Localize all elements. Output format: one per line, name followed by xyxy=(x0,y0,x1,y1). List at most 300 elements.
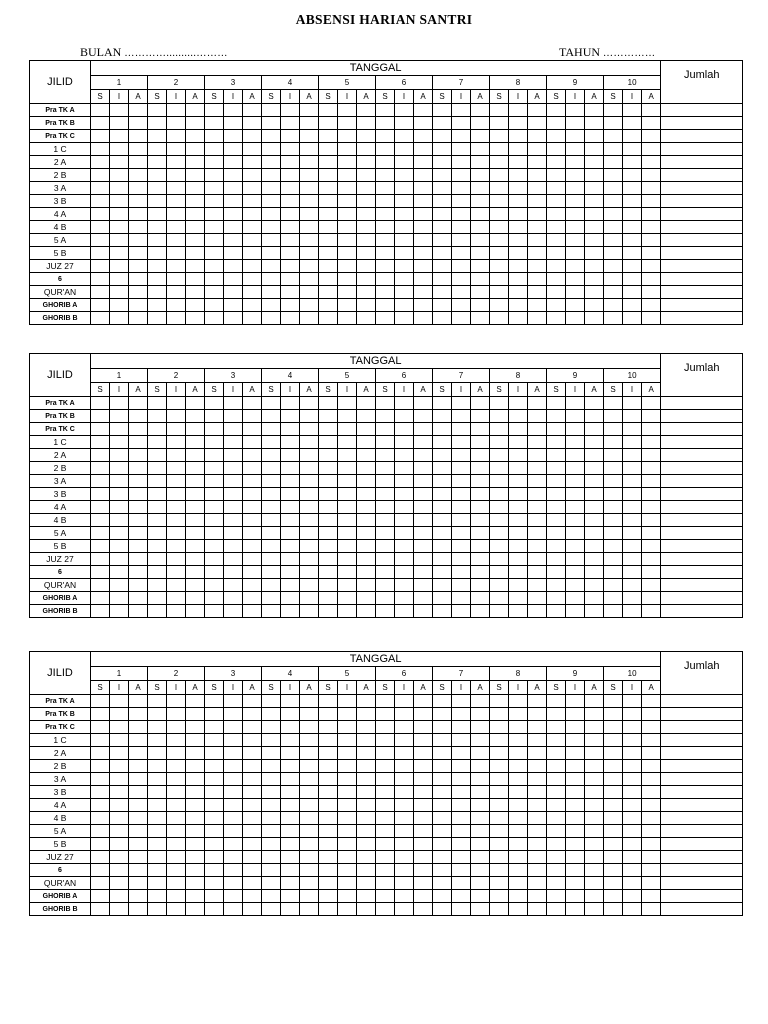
attendance-cell[interactable] xyxy=(224,410,243,423)
attendance-cell[interactable] xyxy=(338,397,357,410)
attendance-cell[interactable] xyxy=(186,410,205,423)
attendance-cell[interactable] xyxy=(224,695,243,708)
attendance-cell[interactable] xyxy=(110,449,129,462)
attendance-cell[interactable] xyxy=(566,130,585,143)
attendance-cell[interactable] xyxy=(357,501,376,514)
attendance-cell[interactable] xyxy=(205,312,224,325)
attendance-cell[interactable] xyxy=(338,786,357,799)
attendance-cell[interactable] xyxy=(167,579,186,592)
attendance-cell[interactable] xyxy=(129,851,148,864)
attendance-cell[interactable] xyxy=(585,299,604,312)
attendance-cell[interactable] xyxy=(357,104,376,117)
attendance-cell[interactable] xyxy=(471,195,490,208)
jumlah-cell[interactable] xyxy=(661,864,743,877)
attendance-cell[interactable] xyxy=(471,423,490,436)
attendance-cell[interactable] xyxy=(110,592,129,605)
attendance-cell[interactable] xyxy=(262,825,281,838)
attendance-cell[interactable] xyxy=(433,475,452,488)
attendance-cell[interactable] xyxy=(91,812,110,825)
attendance-cell[interactable] xyxy=(452,708,471,721)
attendance-cell[interactable] xyxy=(566,462,585,475)
attendance-cell[interactable] xyxy=(452,423,471,436)
attendance-cell[interactable] xyxy=(566,260,585,273)
attendance-cell[interactable] xyxy=(490,156,509,169)
attendance-cell[interactable] xyxy=(490,527,509,540)
attendance-cell[interactable] xyxy=(205,864,224,877)
attendance-cell[interactable] xyxy=(262,760,281,773)
attendance-cell[interactable] xyxy=(376,208,395,221)
attendance-cell[interactable] xyxy=(319,514,338,527)
attendance-cell[interactable] xyxy=(471,312,490,325)
attendance-cell[interactable] xyxy=(243,397,262,410)
attendance-cell[interactable] xyxy=(262,410,281,423)
attendance-cell[interactable] xyxy=(376,695,395,708)
attendance-cell[interactable] xyxy=(490,825,509,838)
attendance-cell[interactable] xyxy=(167,903,186,916)
attendance-cell[interactable] xyxy=(547,488,566,501)
attendance-cell[interactable] xyxy=(110,475,129,488)
jumlah-cell[interactable] xyxy=(661,312,743,325)
attendance-cell[interactable] xyxy=(547,890,566,903)
attendance-cell[interactable] xyxy=(167,721,186,734)
attendance-cell[interactable] xyxy=(585,260,604,273)
jumlah-cell[interactable] xyxy=(661,786,743,799)
attendance-cell[interactable] xyxy=(433,462,452,475)
attendance-cell[interactable] xyxy=(224,436,243,449)
attendance-cell[interactable] xyxy=(433,838,452,851)
attendance-cell[interactable] xyxy=(129,143,148,156)
attendance-cell[interactable] xyxy=(452,312,471,325)
attendance-cell[interactable] xyxy=(281,397,300,410)
attendance-cell[interactable] xyxy=(395,786,414,799)
attendance-cell[interactable] xyxy=(262,864,281,877)
attendance-cell[interactable] xyxy=(319,527,338,540)
attendance-cell[interactable] xyxy=(528,286,547,299)
attendance-cell[interactable] xyxy=(376,156,395,169)
attendance-cell[interactable] xyxy=(471,592,490,605)
attendance-cell[interactable] xyxy=(319,273,338,286)
attendance-cell[interactable] xyxy=(243,760,262,773)
attendance-cell[interactable] xyxy=(566,312,585,325)
attendance-cell[interactable] xyxy=(376,436,395,449)
attendance-cell[interactable] xyxy=(205,566,224,579)
attendance-cell[interactable] xyxy=(262,299,281,312)
attendance-cell[interactable] xyxy=(281,117,300,130)
attendance-cell[interactable] xyxy=(281,247,300,260)
attendance-cell[interactable] xyxy=(338,143,357,156)
attendance-cell[interactable] xyxy=(186,864,205,877)
attendance-cell[interactable] xyxy=(642,592,661,605)
attendance-cell[interactable] xyxy=(471,566,490,579)
attendance-cell[interactable] xyxy=(395,695,414,708)
attendance-cell[interactable] xyxy=(167,825,186,838)
attendance-cell[interactable] xyxy=(129,579,148,592)
attendance-cell[interactable] xyxy=(319,247,338,260)
attendance-cell[interactable] xyxy=(338,825,357,838)
attendance-cell[interactable] xyxy=(585,708,604,721)
attendance-cell[interactable] xyxy=(471,877,490,890)
attendance-cell[interactable] xyxy=(452,449,471,462)
attendance-cell[interactable] xyxy=(585,501,604,514)
attendance-cell[interactable] xyxy=(471,579,490,592)
attendance-cell[interactable] xyxy=(319,877,338,890)
attendance-cell[interactable] xyxy=(243,734,262,747)
attendance-cell[interactable] xyxy=(471,605,490,618)
attendance-cell[interactable] xyxy=(623,734,642,747)
attendance-cell[interactable] xyxy=(167,877,186,890)
attendance-cell[interactable] xyxy=(376,851,395,864)
attendance-cell[interactable] xyxy=(262,799,281,812)
attendance-cell[interactable] xyxy=(376,221,395,234)
attendance-cell[interactable] xyxy=(376,397,395,410)
attendance-cell[interactable] xyxy=(224,592,243,605)
attendance-cell[interactable] xyxy=(490,208,509,221)
attendance-cell[interactable] xyxy=(623,299,642,312)
attendance-cell[interactable] xyxy=(167,695,186,708)
attendance-cell[interactable] xyxy=(376,605,395,618)
attendance-cell[interactable] xyxy=(186,397,205,410)
attendance-cell[interactable] xyxy=(167,475,186,488)
attendance-cell[interactable] xyxy=(604,143,623,156)
attendance-cell[interactable] xyxy=(224,208,243,221)
jumlah-cell[interactable] xyxy=(661,527,743,540)
attendance-cell[interactable] xyxy=(509,734,528,747)
attendance-cell[interactable] xyxy=(281,273,300,286)
attendance-cell[interactable] xyxy=(376,708,395,721)
attendance-cell[interactable] xyxy=(148,514,167,527)
attendance-cell[interactable] xyxy=(224,169,243,182)
attendance-cell[interactable] xyxy=(623,156,642,169)
attendance-cell[interactable] xyxy=(224,566,243,579)
attendance-cell[interactable] xyxy=(224,143,243,156)
attendance-cell[interactable] xyxy=(471,786,490,799)
attendance-cell[interactable] xyxy=(414,397,433,410)
attendance-cell[interactable] xyxy=(129,260,148,273)
attendance-cell[interactable] xyxy=(91,273,110,286)
attendance-cell[interactable] xyxy=(167,890,186,903)
attendance-cell[interactable] xyxy=(490,182,509,195)
attendance-cell[interactable] xyxy=(186,566,205,579)
attendance-cell[interactable] xyxy=(642,462,661,475)
attendance-cell[interactable] xyxy=(148,221,167,234)
attendance-cell[interactable] xyxy=(509,579,528,592)
attendance-cell[interactable] xyxy=(91,234,110,247)
attendance-cell[interactable] xyxy=(205,812,224,825)
attendance-cell[interactable] xyxy=(224,501,243,514)
attendance-cell[interactable] xyxy=(433,488,452,501)
attendance-cell[interactable] xyxy=(319,143,338,156)
attendance-cell[interactable] xyxy=(243,117,262,130)
attendance-cell[interactable] xyxy=(471,553,490,566)
attendance-cell[interactable] xyxy=(490,786,509,799)
attendance-cell[interactable] xyxy=(623,877,642,890)
jumlah-cell[interactable] xyxy=(661,423,743,436)
attendance-cell[interactable] xyxy=(623,566,642,579)
attendance-cell[interactable] xyxy=(528,312,547,325)
attendance-cell[interactable] xyxy=(471,299,490,312)
attendance-cell[interactable] xyxy=(623,540,642,553)
attendance-cell[interactable] xyxy=(528,903,547,916)
attendance-cell[interactable] xyxy=(509,540,528,553)
attendance-cell[interactable] xyxy=(243,195,262,208)
attendance-cell[interactable] xyxy=(129,838,148,851)
attendance-cell[interactable] xyxy=(357,747,376,760)
attendance-cell[interactable] xyxy=(509,851,528,864)
attendance-cell[interactable] xyxy=(300,462,319,475)
attendance-cell[interactable] xyxy=(490,449,509,462)
attendance-cell[interactable] xyxy=(642,156,661,169)
attendance-cell[interactable] xyxy=(319,475,338,488)
attendance-cell[interactable] xyxy=(490,488,509,501)
attendance-cell[interactable] xyxy=(433,527,452,540)
attendance-cell[interactable] xyxy=(186,708,205,721)
attendance-cell[interactable] xyxy=(528,799,547,812)
attendance-cell[interactable] xyxy=(490,773,509,786)
attendance-cell[interactable] xyxy=(433,143,452,156)
attendance-cell[interactable] xyxy=(490,721,509,734)
attendance-cell[interactable] xyxy=(91,423,110,436)
attendance-cell[interactable] xyxy=(300,812,319,825)
attendance-cell[interactable] xyxy=(509,234,528,247)
attendance-cell[interactable] xyxy=(604,877,623,890)
attendance-cell[interactable] xyxy=(300,786,319,799)
attendance-cell[interactable] xyxy=(604,475,623,488)
attendance-cell[interactable] xyxy=(376,592,395,605)
attendance-cell[interactable] xyxy=(566,695,585,708)
attendance-cell[interactable] xyxy=(357,695,376,708)
attendance-cell[interactable] xyxy=(642,734,661,747)
attendance-cell[interactable] xyxy=(642,747,661,760)
attendance-cell[interactable] xyxy=(224,540,243,553)
attendance-cell[interactable] xyxy=(528,221,547,234)
attendance-cell[interactable] xyxy=(471,501,490,514)
attendance-cell[interactable] xyxy=(300,195,319,208)
attendance-cell[interactable] xyxy=(395,514,414,527)
attendance-cell[interactable] xyxy=(623,436,642,449)
attendance-cell[interactable] xyxy=(148,890,167,903)
attendance-cell[interactable] xyxy=(490,514,509,527)
attendance-cell[interactable] xyxy=(433,169,452,182)
attendance-cell[interactable] xyxy=(376,312,395,325)
attendance-cell[interactable] xyxy=(186,436,205,449)
attendance-cell[interactable] xyxy=(376,195,395,208)
attendance-cell[interactable] xyxy=(357,760,376,773)
attendance-cell[interactable] xyxy=(205,143,224,156)
jumlah-cell[interactable] xyxy=(661,851,743,864)
attendance-cell[interactable] xyxy=(509,299,528,312)
attendance-cell[interactable] xyxy=(452,436,471,449)
attendance-cell[interactable] xyxy=(129,488,148,501)
attendance-cell[interactable] xyxy=(452,553,471,566)
attendance-cell[interactable] xyxy=(547,195,566,208)
attendance-cell[interactable] xyxy=(319,299,338,312)
jumlah-cell[interactable] xyxy=(661,708,743,721)
attendance-cell[interactable] xyxy=(319,286,338,299)
attendance-cell[interactable] xyxy=(623,553,642,566)
attendance-cell[interactable] xyxy=(148,838,167,851)
attendance-cell[interactable] xyxy=(319,195,338,208)
attendance-cell[interactable] xyxy=(566,182,585,195)
attendance-cell[interactable] xyxy=(300,260,319,273)
attendance-cell[interactable] xyxy=(148,195,167,208)
attendance-cell[interactable] xyxy=(129,605,148,618)
attendance-cell[interactable] xyxy=(395,903,414,916)
attendance-cell[interactable] xyxy=(433,260,452,273)
attendance-cell[interactable] xyxy=(91,760,110,773)
attendance-cell[interactable] xyxy=(414,721,433,734)
attendance-cell[interactable] xyxy=(414,773,433,786)
attendance-cell[interactable] xyxy=(585,410,604,423)
attendance-cell[interactable] xyxy=(281,195,300,208)
attendance-cell[interactable] xyxy=(471,143,490,156)
attendance-cell[interactable] xyxy=(91,462,110,475)
attendance-cell[interactable] xyxy=(547,410,566,423)
attendance-cell[interactable] xyxy=(281,838,300,851)
attendance-cell[interactable] xyxy=(433,695,452,708)
attendance-cell[interactable] xyxy=(262,566,281,579)
jumlah-cell[interactable] xyxy=(661,812,743,825)
attendance-cell[interactable] xyxy=(148,773,167,786)
attendance-cell[interactable] xyxy=(319,799,338,812)
attendance-cell[interactable] xyxy=(167,299,186,312)
attendance-cell[interactable] xyxy=(585,825,604,838)
attendance-cell[interactable] xyxy=(566,117,585,130)
attendance-cell[interactable] xyxy=(110,605,129,618)
attendance-cell[interactable] xyxy=(262,234,281,247)
attendance-cell[interactable] xyxy=(395,436,414,449)
attendance-cell[interactable] xyxy=(528,786,547,799)
attendance-cell[interactable] xyxy=(110,182,129,195)
attendance-cell[interactable] xyxy=(604,117,623,130)
attendance-cell[interactable] xyxy=(129,208,148,221)
attendance-cell[interactable] xyxy=(509,812,528,825)
attendance-cell[interactable] xyxy=(205,299,224,312)
attendance-cell[interactable] xyxy=(585,423,604,436)
attendance-cell[interactable] xyxy=(338,721,357,734)
attendance-cell[interactable] xyxy=(300,527,319,540)
attendance-cell[interactable] xyxy=(566,195,585,208)
attendance-cell[interactable] xyxy=(452,851,471,864)
attendance-cell[interactable] xyxy=(566,760,585,773)
attendance-cell[interactable] xyxy=(91,592,110,605)
attendance-cell[interactable] xyxy=(357,877,376,890)
attendance-cell[interactable] xyxy=(433,104,452,117)
attendance-cell[interactable] xyxy=(357,273,376,286)
attendance-cell[interactable] xyxy=(623,760,642,773)
attendance-cell[interactable] xyxy=(585,156,604,169)
attendance-cell[interactable] xyxy=(91,605,110,618)
attendance-cell[interactable] xyxy=(129,890,148,903)
attendance-cell[interactable] xyxy=(281,903,300,916)
attendance-cell[interactable] xyxy=(148,553,167,566)
attendance-cell[interactable] xyxy=(471,747,490,760)
attendance-cell[interactable] xyxy=(414,247,433,260)
attendance-cell[interactable] xyxy=(642,410,661,423)
attendance-cell[interactable] xyxy=(300,208,319,221)
attendance-cell[interactable] xyxy=(395,410,414,423)
attendance-cell[interactable] xyxy=(566,566,585,579)
attendance-cell[interactable] xyxy=(642,721,661,734)
attendance-cell[interactable] xyxy=(205,182,224,195)
attendance-cell[interactable] xyxy=(110,143,129,156)
attendance-cell[interactable] xyxy=(528,169,547,182)
attendance-cell[interactable] xyxy=(547,208,566,221)
attendance-cell[interactable] xyxy=(319,786,338,799)
attendance-cell[interactable] xyxy=(566,247,585,260)
attendance-cell[interactable] xyxy=(167,760,186,773)
attendance-cell[interactable] xyxy=(224,273,243,286)
attendance-cell[interactable] xyxy=(604,410,623,423)
attendance-cell[interactable] xyxy=(186,247,205,260)
attendance-cell[interactable] xyxy=(91,143,110,156)
attendance-cell[interactable] xyxy=(300,695,319,708)
attendance-cell[interactable] xyxy=(528,475,547,488)
attendance-cell[interactable] xyxy=(338,130,357,143)
attendance-cell[interactable] xyxy=(528,605,547,618)
attendance-cell[interactable] xyxy=(338,877,357,890)
attendance-cell[interactable] xyxy=(148,812,167,825)
attendance-cell[interactable] xyxy=(490,117,509,130)
attendance-cell[interactable] xyxy=(452,721,471,734)
attendance-cell[interactable] xyxy=(262,838,281,851)
attendance-cell[interactable] xyxy=(547,462,566,475)
attendance-cell[interactable] xyxy=(604,851,623,864)
attendance-cell[interactable] xyxy=(319,747,338,760)
attendance-cell[interactable] xyxy=(262,273,281,286)
attendance-cell[interactable] xyxy=(224,851,243,864)
attendance-cell[interactable] xyxy=(205,540,224,553)
attendance-cell[interactable] xyxy=(395,234,414,247)
attendance-cell[interactable] xyxy=(148,605,167,618)
attendance-cell[interactable] xyxy=(452,501,471,514)
attendance-cell[interactable] xyxy=(338,475,357,488)
attendance-cell[interactable] xyxy=(319,501,338,514)
attendance-cell[interactable] xyxy=(224,747,243,760)
attendance-cell[interactable] xyxy=(186,208,205,221)
attendance-cell[interactable] xyxy=(91,436,110,449)
attendance-cell[interactable] xyxy=(490,501,509,514)
attendance-cell[interactable] xyxy=(528,747,547,760)
attendance-cell[interactable] xyxy=(224,488,243,501)
attendance-cell[interactable] xyxy=(205,234,224,247)
attendance-cell[interactable] xyxy=(509,566,528,579)
attendance-cell[interactable] xyxy=(205,117,224,130)
attendance-cell[interactable] xyxy=(224,260,243,273)
attendance-cell[interactable] xyxy=(585,890,604,903)
attendance-cell[interactable] xyxy=(604,903,623,916)
attendance-cell[interactable] xyxy=(110,773,129,786)
jumlah-cell[interactable] xyxy=(661,208,743,221)
attendance-cell[interactable] xyxy=(547,566,566,579)
attendance-cell[interactable] xyxy=(205,410,224,423)
attendance-cell[interactable] xyxy=(566,527,585,540)
attendance-cell[interactable] xyxy=(243,299,262,312)
attendance-cell[interactable] xyxy=(129,234,148,247)
attendance-cell[interactable] xyxy=(452,786,471,799)
attendance-cell[interactable] xyxy=(205,475,224,488)
attendance-cell[interactable] xyxy=(129,397,148,410)
attendance-cell[interactable] xyxy=(186,877,205,890)
attendance-cell[interactable] xyxy=(357,566,376,579)
attendance-cell[interactable] xyxy=(338,527,357,540)
attendance-cell[interactable] xyxy=(395,773,414,786)
attendance-cell[interactable] xyxy=(129,812,148,825)
attendance-cell[interactable] xyxy=(471,734,490,747)
attendance-cell[interactable] xyxy=(300,130,319,143)
attendance-cell[interactable] xyxy=(129,760,148,773)
attendance-cell[interactable] xyxy=(452,747,471,760)
attendance-cell[interactable] xyxy=(414,449,433,462)
